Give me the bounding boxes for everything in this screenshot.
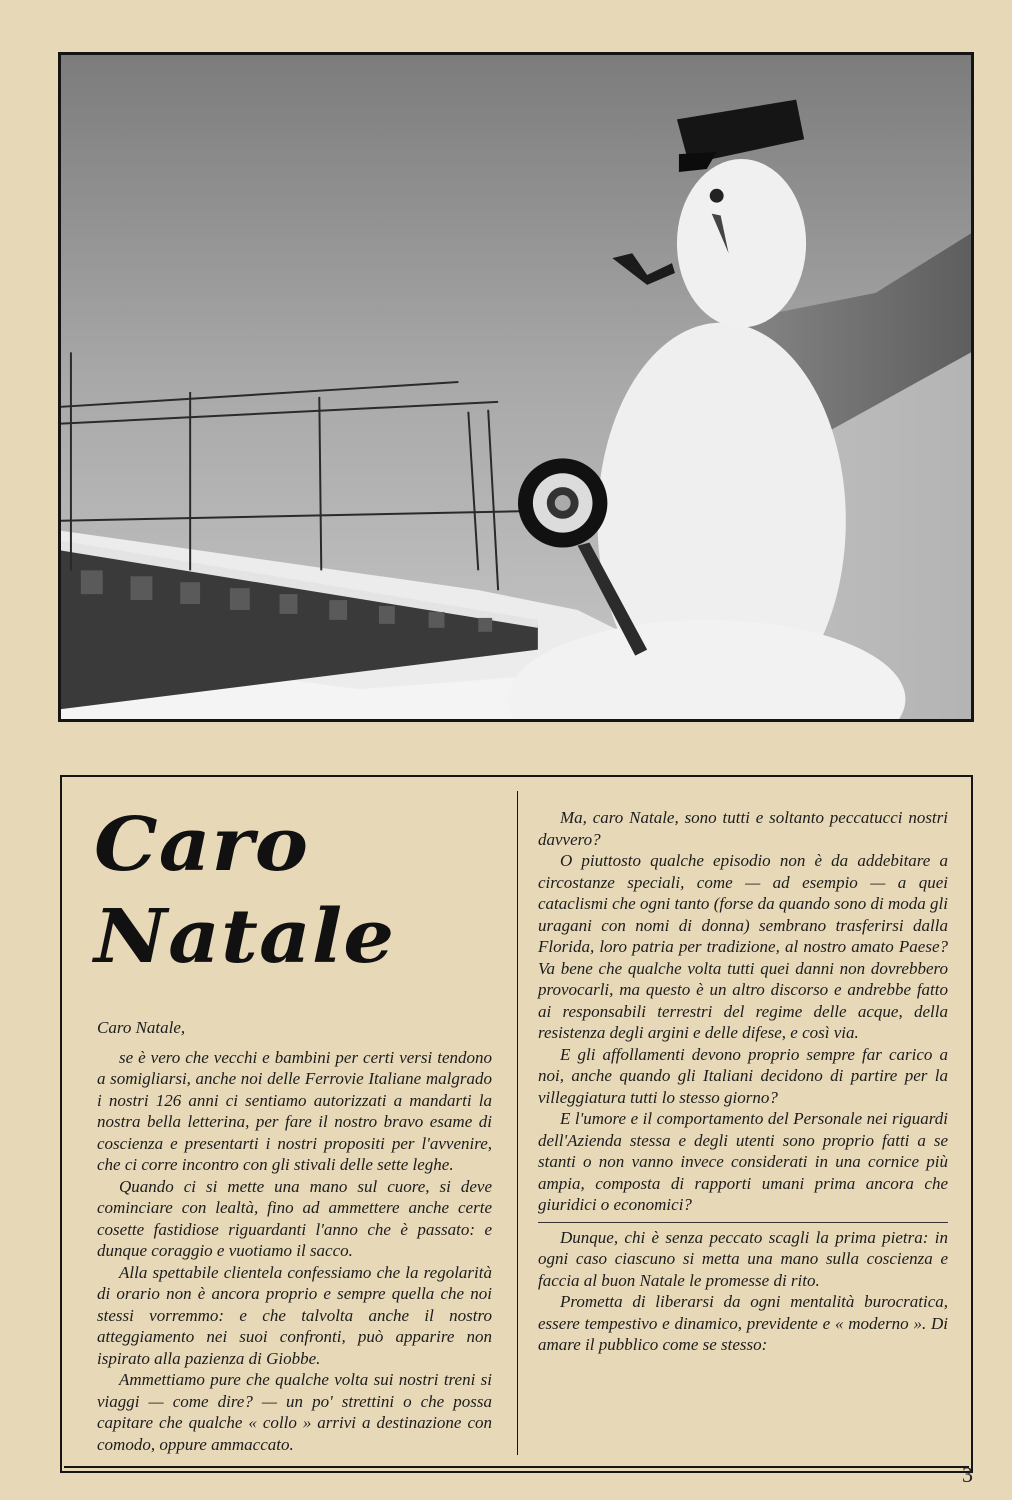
paragraph: E l'umore e il comportamento del Personale nei riguardi dell'Azienda stessa e degli utenti sono proprio fatti a se stanti o non vanno invece considerati in una cornice più ampia, composta di rapporti umani prima ancora che giuridici o economici? (538, 1109, 948, 1214)
paragraph: Quando ci si mette una mano sul cuore, si deve cominciare con lealtà, fino ad ammettere anche certe cosette fastidiose riguardanti l'anno che è passato: e dunque coraggio e vuotiamo il sacco. (97, 1176, 492, 1260)
paragraph: Ma, caro Natale, sono tutti e soltanto peccatucci nostri davvero? (538, 808, 948, 849)
section-rule (538, 1222, 948, 1223)
title-line-1: Caro (94, 802, 310, 888)
snowman-railway-photo (58, 52, 974, 722)
paragraph: Prometta di liberarsi da ogni mentalità burocratica, essere tempestivo e dinamico, previdente e « moderno ». Di amare il pubblico come se stesso: (538, 1292, 948, 1354)
right-column (538, 807, 948, 1356)
paragraph: O piuttosto qualche episodio non è da addebitare a circostanze speciali, come — ad esempio — a quei cataclismi che ogni tanto (forse da quando sono di moda gli uragani con nomi di donna) sembrano trasferirsi dalla Florida, loro patria per tradizione, al nostro amato Paese? Va bene che qualche volta tutti quei danni non dovrebbero provocarli, ma questo è un altro discorso e andrebbe fatto ai responsabili terrestri del regime delle acque, della resistenza degli argini e delle difese, e così via. (538, 851, 948, 1042)
paragraph: Dunque, chi è senza peccato scagli la prima pietra: in ogni caso ciascuno si metta una mano sulla coscienza e faccia al buon Natale le promesse di rito. (538, 1227, 948, 1290)
article-box (60, 775, 973, 1473)
title-line-2: Natale (94, 894, 396, 980)
article-title (94, 799, 395, 983)
paragraph: Alla spettabile clientela confessiamo che la regolarità di orario non è ancora proprio e sempre quella che noi stessi vorremmo: e che talvolta anche il nostro atteggiamento nei suoi confronti, può apparire non ispirato alla pazienza di Giobbe. (97, 1262, 492, 1368)
paragraph: E gli affollamenti devono proprio sempre far carico a noi, anche quando gli Italiani decidono di partire per la villeggiatura tutti lo stesso giorno? (538, 1044, 948, 1107)
paragraph: se è vero che vecchi e bambini per certi versi tendono a somigliarsi, anche noi delle Ferrovie Italiane malgrado i nostri 126 anni ci sentiamo autorizzati a mandarti la nostra bella letterina, per fare il nostro bravo esame di coscienza e presentarti i nostri propositi per l'avvenire, che ci corre incontro con gli stivali delle sette leghe. (97, 1047, 492, 1174)
salutation: Caro Natale, (97, 1018, 186, 1037)
paragraph: Ammettiamo pure che qualche volta sui nostri treni si viaggi — come dire? — un po' strettini o che possa capitare che qualche « collo » arrivi a destinazione con comodo, oppure ammaccato. (97, 1370, 492, 1454)
left-column (97, 1017, 492, 1455)
snowman-railway-photo-icon (61, 55, 971, 719)
column-divider (517, 791, 519, 1455)
page-number: 3 (962, 1462, 973, 1487)
